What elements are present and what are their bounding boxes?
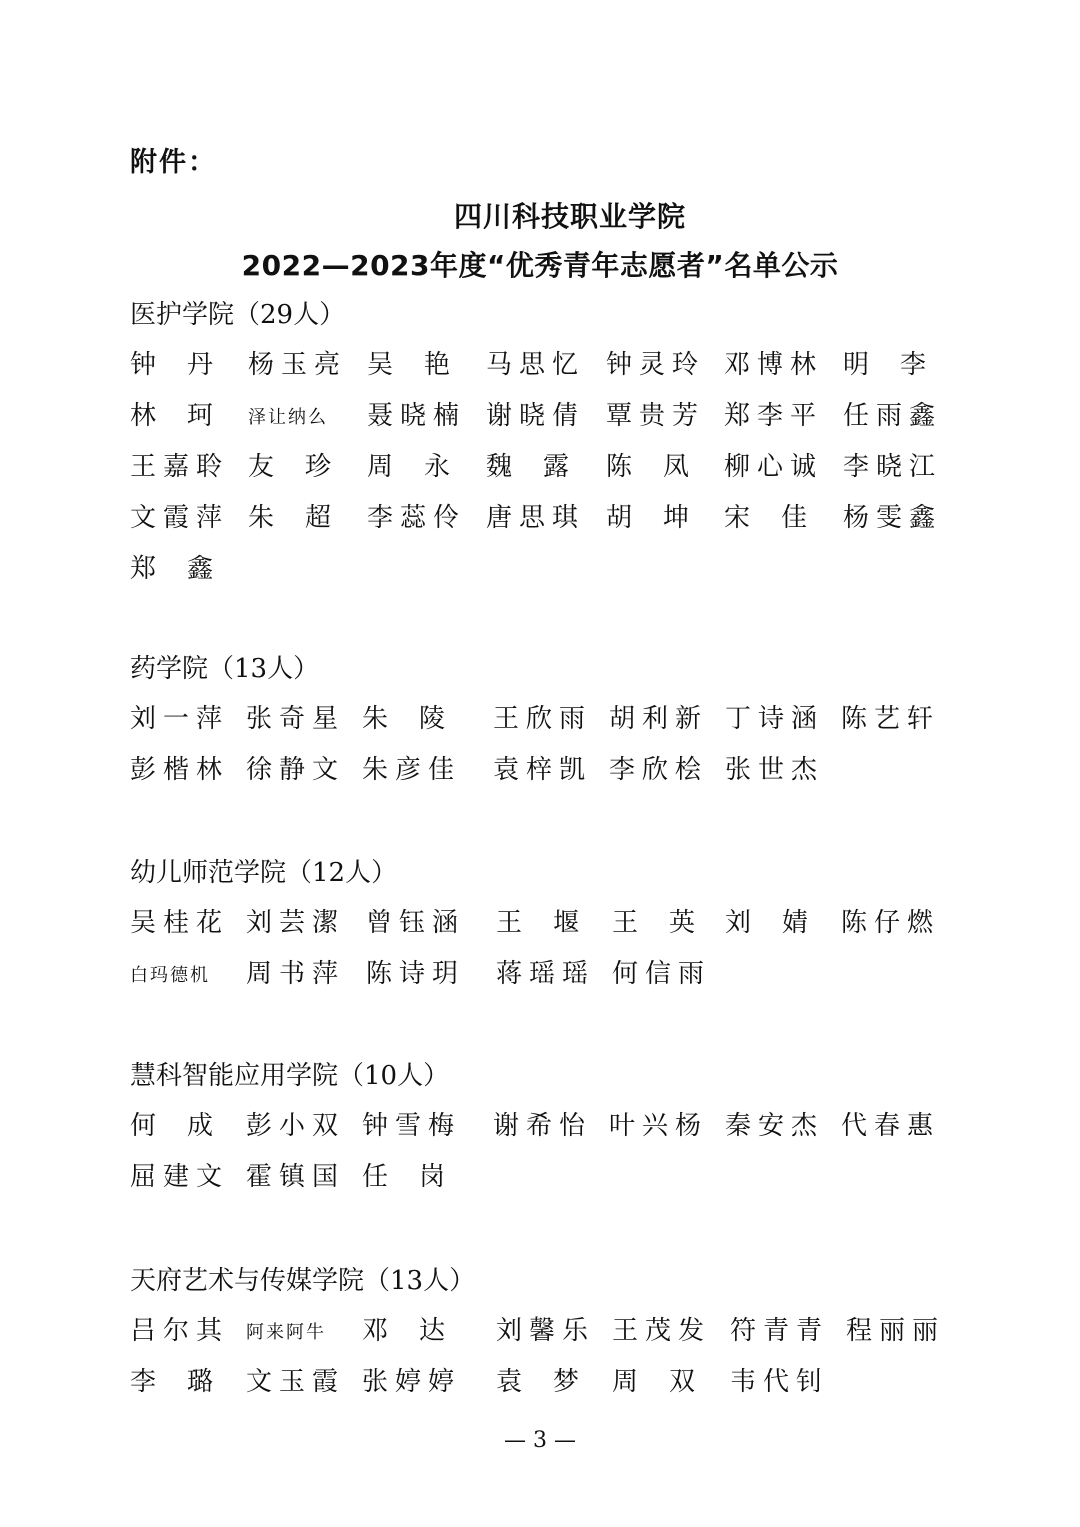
section-heading: 慧科智能应用学院（10人） xyxy=(130,1061,450,1091)
name-row xyxy=(130,749,950,789)
volunteer-name: 李欣桧 xyxy=(609,755,709,785)
volunteer-name: 林珂 xyxy=(130,401,245,431)
volunteer-name: 陈诗玥 xyxy=(366,959,466,989)
volunteer-name: 王嘉聆 xyxy=(130,452,230,482)
volunteer-name: 文霞萍 xyxy=(130,503,230,533)
name-row xyxy=(130,548,950,588)
volunteer-name: 胡坤 xyxy=(606,503,721,533)
volunteer-name: 钟灵玲 xyxy=(606,350,706,380)
volunteer-name: 任雨鑫 xyxy=(843,401,943,431)
volunteer-name: 何信雨 xyxy=(612,959,712,989)
volunteer-name: 杨雯鑫 xyxy=(843,503,943,533)
volunteer-name: 邓达 xyxy=(362,1316,477,1346)
volunteer-name: 徐静文 xyxy=(246,755,346,785)
name-row xyxy=(130,344,958,384)
volunteer-name: 吕尔其 xyxy=(130,1316,230,1346)
name-row xyxy=(130,902,950,942)
volunteer-name: 朱超 xyxy=(248,503,363,533)
volunteer-name: 叶兴杨 xyxy=(609,1111,709,1141)
volunteer-name: 白玛德机 xyxy=(130,965,210,986)
volunteer-name: 何成 xyxy=(130,1111,245,1141)
attachment-label: 附件： xyxy=(130,147,217,178)
volunteer-name: 陈仔燃 xyxy=(841,908,941,938)
volunteer-name: 柳心诚 xyxy=(724,452,824,482)
volunteer-name: 张奇星 xyxy=(246,704,346,734)
volunteer-name: 马思忆 xyxy=(486,350,586,380)
volunteer-name: 泽让纳么 xyxy=(248,407,328,428)
volunteer-name: 代春惠 xyxy=(841,1111,941,1141)
volunteer-name: 陈艺轩 xyxy=(841,704,941,734)
volunteer-name: 文玉霞 xyxy=(246,1367,346,1397)
volunteer-name: 刘婧 xyxy=(725,908,840,938)
volunteer-name: 朱彦佳 xyxy=(362,755,462,785)
volunteer-name: 秦安杰 xyxy=(725,1111,825,1141)
volunteer-name: 王欣雨 xyxy=(493,704,593,734)
volunteer-name: 霍镇国 xyxy=(246,1162,346,1192)
volunteer-name: 袁梦 xyxy=(496,1367,611,1397)
volunteer-name: 明李 xyxy=(843,350,958,380)
volunteer-name: 王堰 xyxy=(496,908,611,938)
name-row xyxy=(130,698,950,738)
name-row xyxy=(130,1310,950,1350)
volunteer-name: 胡利新 xyxy=(609,704,709,734)
volunteer-name: 邓博林 xyxy=(724,350,824,380)
volunteer-name: 吴艳 xyxy=(367,350,482,380)
volunteer-name: 王英 xyxy=(612,908,727,938)
volunteer-name: 郑鑫 xyxy=(130,554,245,584)
volunteer-name: 袁梓凯 xyxy=(493,755,593,785)
name-row xyxy=(130,497,950,537)
volunteer-name: 蒋瑶瑶 xyxy=(496,959,596,989)
volunteer-name: 吴桂花 xyxy=(130,908,230,938)
volunteer-name: 友珍 xyxy=(248,452,363,482)
section-heading: 幼儿师范学院（12人） xyxy=(130,858,398,888)
volunteer-name: 钟丹 xyxy=(130,350,245,380)
section-heading: 药学院（13人） xyxy=(130,654,320,684)
volunteer-name: 李璐 xyxy=(130,1367,245,1397)
volunteer-name: 唐思琪 xyxy=(486,503,586,533)
volunteer-name: 朱陵 xyxy=(362,704,477,734)
volunteer-name: 杨玉亮 xyxy=(248,350,348,380)
volunteer-name: 曾钰涵 xyxy=(366,908,466,938)
volunteer-name: 李晓江 xyxy=(843,452,943,482)
name-row xyxy=(130,446,950,486)
document-title-list: 2022—2023年度“优秀青年志愿者”名单公示 xyxy=(241,249,839,282)
name-row xyxy=(130,1156,950,1196)
volunteer-name: 程丽丽 xyxy=(846,1316,946,1346)
volunteer-name: 阿来阿牛 xyxy=(246,1322,326,1343)
volunteer-name: 屈建文 xyxy=(130,1162,230,1192)
volunteer-name: 彭小双 xyxy=(246,1111,346,1141)
volunteer-name: 周书萍 xyxy=(246,959,346,989)
volunteer-name: 符青青 xyxy=(730,1316,830,1346)
volunteer-name: 陈凤 xyxy=(606,452,721,482)
document-title-institution: 四川科技职业学院 xyxy=(453,200,686,233)
volunteer-name: 周双 xyxy=(612,1367,727,1397)
volunteer-name: 王茂发 xyxy=(612,1316,712,1346)
volunteer-name: 彭楷林 xyxy=(130,755,230,785)
volunteer-name: 谢希怡 xyxy=(493,1111,593,1141)
name-row xyxy=(130,1361,950,1401)
volunteer-name: 魏露 xyxy=(486,452,601,482)
volunteer-name: 钟雪梅 xyxy=(362,1111,462,1141)
name-row xyxy=(130,953,950,993)
volunteer-name: 刘一萍 xyxy=(130,704,230,734)
volunteer-name: 周永 xyxy=(367,452,482,482)
volunteer-name: 张婷婷 xyxy=(362,1367,462,1397)
volunteer-name: 李蕊伶 xyxy=(367,503,467,533)
page-number: — 3 — xyxy=(504,1428,576,1453)
volunteer-name: 郑李平 xyxy=(724,401,824,431)
volunteer-name: 宋佳 xyxy=(724,503,839,533)
volunteer-name: 覃贵芳 xyxy=(606,401,706,431)
name-row xyxy=(130,395,950,435)
volunteer-name: 聂晓楠 xyxy=(367,401,467,431)
section-heading: 医护学院（29人） xyxy=(130,300,346,330)
volunteer-name: 谢晓倩 xyxy=(486,401,586,431)
volunteer-name: 张世杰 xyxy=(725,755,825,785)
volunteer-name: 刘馨乐 xyxy=(496,1316,596,1346)
volunteer-name: 丁诗涵 xyxy=(725,704,825,734)
volunteer-name: 任岗 xyxy=(362,1162,477,1192)
name-row xyxy=(130,1105,950,1145)
volunteer-name: 刘芸潔 xyxy=(246,908,346,938)
section-heading: 天府艺术与传媒学院（13人） xyxy=(130,1266,476,1296)
volunteer-name: 韦代钊 xyxy=(730,1367,830,1397)
